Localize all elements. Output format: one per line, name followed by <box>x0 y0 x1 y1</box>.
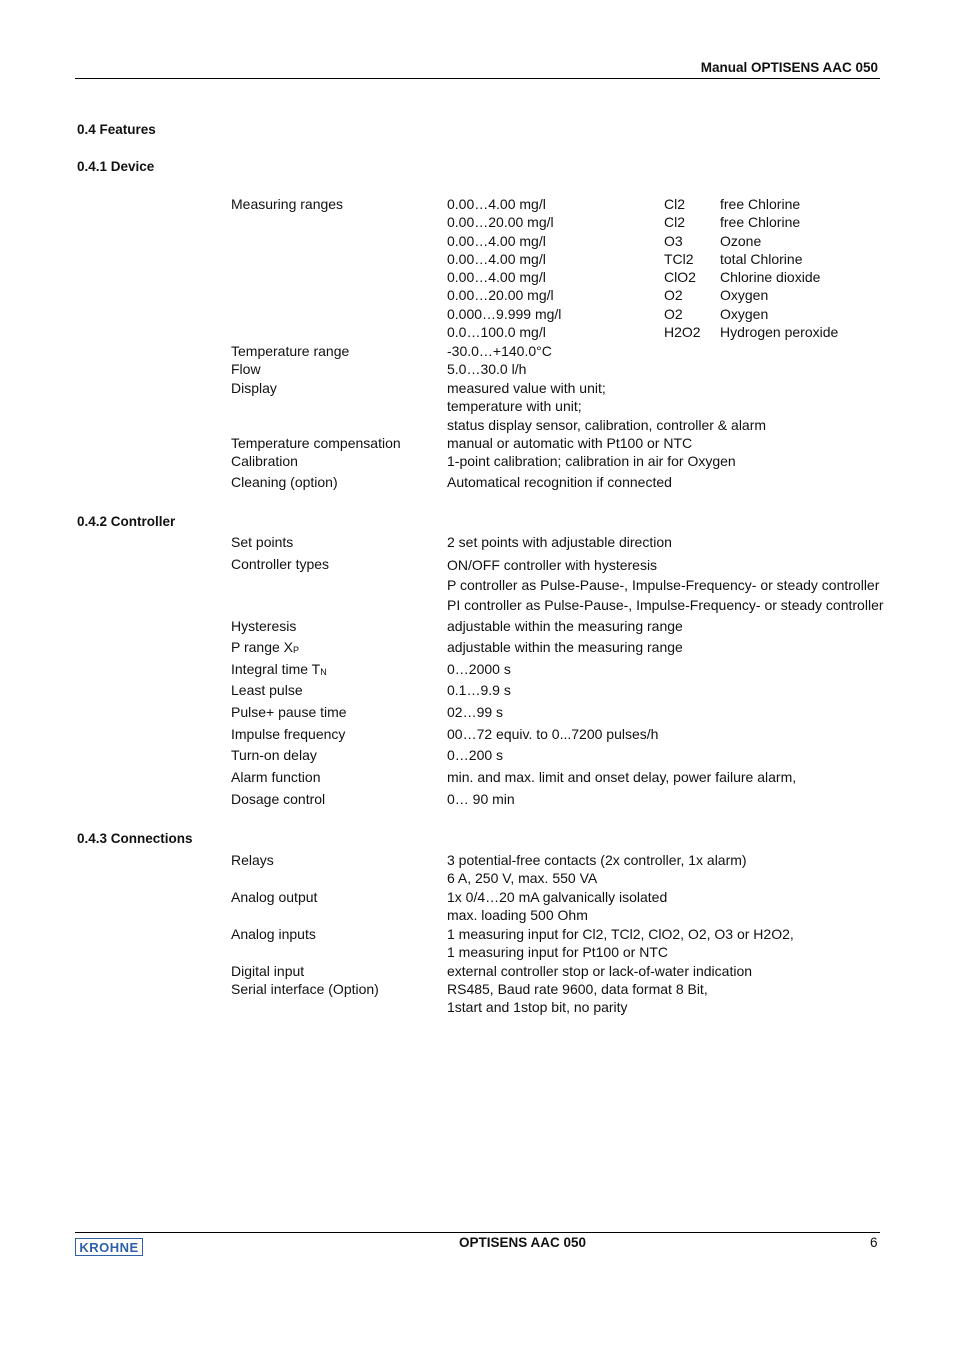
value-least-pulse: 0.1…9.9 s <box>447 682 511 698</box>
value-display: measured value with unit; temperature with unit; status display sensor, calibration, controller & alarm <box>447 380 767 433</box>
value-alarm-function: min. and max. limit and onset delay, power failure alarm, <box>447 769 797 785</box>
label-hysteresis: Hysteresis <box>231 618 297 634</box>
label-relays: Relays <box>231 852 274 868</box>
label-pulse-pause: Pulse+ pause time <box>231 704 347 720</box>
value-relays: 3 potential-free contacts (2x controller, 1x alarm) 6 A, 250 V, max. 550 VA <box>447 852 747 887</box>
value-digital-input: external controller stop or lack-of-water indication <box>447 963 753 979</box>
section-features: 0.4 Features <box>77 122 156 137</box>
label-turn-on-delay: Turn-on delay <box>231 747 317 763</box>
label-alarm-function: Alarm function <box>231 769 321 785</box>
header-title: Manual OPTISENS AAC 050 <box>700 60 878 75</box>
header-rule <box>75 78 880 79</box>
label-flow: Flow <box>231 361 261 377</box>
section-device: 0.4.1 Device <box>77 159 155 174</box>
value-pulse-pause: 02…99 s <box>447 704 504 720</box>
value-temperature-range: -30.0…+140.0°C <box>447 343 552 359</box>
label-measuring-ranges: Measuring ranges <box>231 196 344 212</box>
value-impulse-frequency: 00…72 equiv. to 0...7200 pulses/h <box>447 726 659 742</box>
label-cleaning: Cleaning (option) <box>231 474 338 490</box>
label-digital-input: Digital input <box>231 963 305 979</box>
label-set-points: Set points <box>231 534 294 550</box>
value-flow: 5.0…30.0 l/h <box>447 361 527 377</box>
value-serial-interface: RS485, Baud rate 9600, data format 8 Bit, 1start and 1stop bit, no parity <box>447 981 708 1016</box>
label-impulse-frequency: Impulse frequency <box>231 726 346 742</box>
label-controller-types: Controller types <box>231 556 330 572</box>
measuring-ranges-values: 0.00…4.00 mg/l 0.00…20.00 mg/l 0.00…4.00 mg/l 0.00…4.00 mg/l 0.00…4.00 mg/l 0.00…20.00 mg/l 0.000…9.999 mg/l 0.0…100.0 mg/l <box>447 196 562 341</box>
value-integral-time: 0…2000 s <box>447 661 511 677</box>
label-serial-interface: Serial interface (Option) <box>231 981 379 997</box>
value-cleaning: Automatical recognition if connected <box>447 474 672 490</box>
label-display: Display <box>231 380 277 396</box>
value-controller-types: ON/OFF controller with hysteresis P controller as Pulse-Pause-, Impulse-Frequency- or steady controller PI controller as Pulse-Pause-, Impulse-Frequency- or steady controller <box>447 557 884 613</box>
label-temperature-range: Temperature range <box>231 343 350 359</box>
value-dosage-control: 0… 90 min <box>447 791 515 807</box>
value-hysteresis: adjustable within the measuring range <box>447 618 683 634</box>
value-turn-on-delay: 0…200 s <box>447 747 504 763</box>
measuring-ranges-names: free Chlorine free Chlorine Ozone total Chlorine Chlorine dioxide Oxygen Oxygen Hydrogen peroxide <box>720 196 839 341</box>
label-dosage-control: Dosage control <box>231 791 326 807</box>
page-number: 6 <box>870 1235 878 1250</box>
section-controller: 0.4.2 Controller <box>77 514 176 529</box>
label-integral-time: Integral time $T_N$ <box>231 661 327 677</box>
label-temp-comp: Temperature compensation <box>231 435 401 451</box>
krohne-logo: KROHNE <box>75 1238 143 1256</box>
value-p-range: adjustable within the measuring range <box>447 639 683 655</box>
label-least-pulse: Least pulse <box>231 682 303 698</box>
value-set-points: 2 set points with adjustable direction <box>447 534 672 550</box>
value-analog-output: 1x 0/4…20 mA galvanically isolated max. loading 500 Ohm <box>447 889 668 924</box>
value-analog-inputs: 1 measuring input for Cl2, TCl2, ClO2, O2, O3 or H2O2, 1 measuring input for Pt100 or NTC <box>447 926 794 961</box>
label-analog-inputs: Analog inputs <box>231 926 316 942</box>
footer-rule <box>75 1232 880 1233</box>
footer-title: OPTISENS AAC 050 <box>459 1235 587 1250</box>
label-calibration: Calibration <box>231 453 298 469</box>
value-calibration: 1-point calibration; calibration in air for Oxygen <box>447 453 736 469</box>
label-p-range: P range $X_P$ <box>231 639 300 655</box>
section-connections: 0.4.3 Connections <box>77 831 193 846</box>
value-temp-comp: manual or automatic with Pt100 or NTC <box>447 435 693 451</box>
measuring-ranges-symbols: Cl2 Cl2 O3 TCl2 ClO2 O2 O2 H2O2 <box>664 196 701 341</box>
label-analog-output: Analog output <box>231 889 318 905</box>
